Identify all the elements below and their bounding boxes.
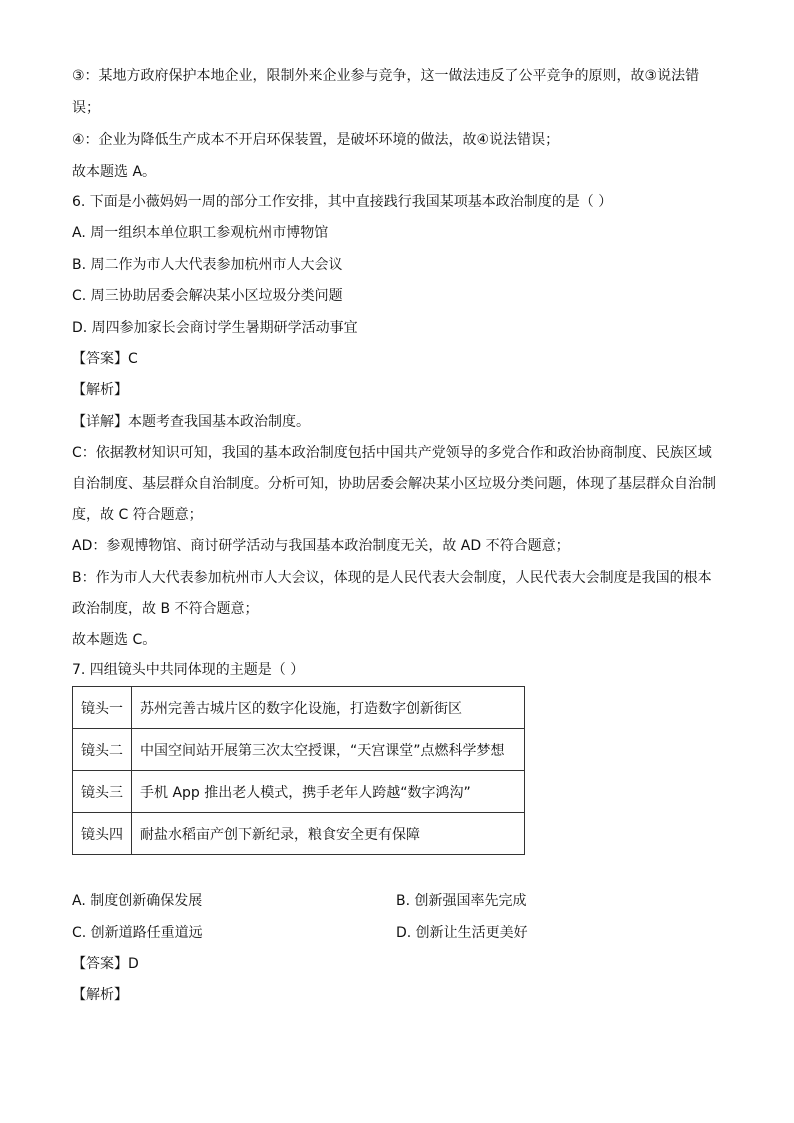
q7-option-c: C. 创新道路任重道远 xyxy=(72,925,203,941)
text-line: 误； xyxy=(72,100,100,116)
answer-line: 【答案】D xyxy=(72,956,139,972)
shot-label: 镜头四 xyxy=(73,813,132,855)
shot-content: 耐盐水稻亩产创下新纪录，粮食安全更有保障 xyxy=(132,813,525,855)
table-row xyxy=(73,771,525,813)
q7-option-a: A. 制度创新确保发展 xyxy=(72,893,203,909)
text-line: 自治制度、基层群众自治制度。分析可知，协助居委会解决某小区垃圾分类问题，体现了基层群众自治制 xyxy=(72,476,716,492)
option-a: A. 周一组织本单位职工参观杭州市博物馆 xyxy=(72,225,329,241)
shots-table xyxy=(72,686,525,855)
shot-content: 中国空间站开展第三次太空授课，“天宫课堂”点燃科学梦想 xyxy=(132,729,525,771)
table-row xyxy=(73,687,525,729)
text-line: 故本题选 A。 xyxy=(72,164,157,180)
text-line: 度，故 C 符合题意； xyxy=(72,507,203,523)
shot-content: 苏州完善古城片区的数字化设施，打造数字创新街区 xyxy=(132,687,525,729)
text-line: ④：企业为降低生产成本不开启环保装置，是破坏环境的做法，故④说法错误； xyxy=(72,132,560,148)
question-7-stem: 7. 四组镜头中共同体现的主题是（ ） xyxy=(72,662,305,678)
analysis-heading: 【解析】 xyxy=(72,382,128,398)
q7-option-b: B. 创新强国率先完成 xyxy=(396,893,527,909)
shot-label: 镜头三 xyxy=(73,771,132,813)
option-c: C. 周三协助居委会解决某小区垃圾分类问题 xyxy=(72,288,343,304)
q7-option-d: D. 创新让生活更美好 xyxy=(396,925,528,941)
text-line: ③：某地方政府保护本地企业，限制外来企业参与竞争，这一做法违反了公平竞争的原则，故③说法错 xyxy=(72,68,700,84)
text-line: 故本题选 C。 xyxy=(72,632,157,648)
text-line: AD：参观博物馆、商讨研学活动与我国基本政治制度无关，故 AD 不符合题意； xyxy=(72,538,570,554)
detail-line: 【详解】本题考查我国基本政治制度。 xyxy=(72,414,310,430)
answer-line: 【答案】C xyxy=(72,351,138,367)
shot-content: 手机 App 推出老人模式，携手老年人跨越“数字鸿沟” xyxy=(132,771,525,813)
shot-label: 镜头二 xyxy=(73,729,132,771)
option-d: D. 周四参加家长会商讨学生暑期研学活动事宜 xyxy=(72,320,358,336)
text-line: C：依据教材知识可知，我国的基本政治制度包括中国共产党领导的多党合作和政治协商制度、民族区域 xyxy=(72,445,712,461)
text-line: 政治制度，故 B 不符合题意； xyxy=(72,601,259,617)
table-row xyxy=(73,813,525,855)
table-row xyxy=(73,729,525,771)
question-6-stem: 6. 下面是小薇妈妈一周的部分工作安排，其中直接践行我国某项基本政治制度的是（ ） xyxy=(72,194,613,210)
option-b: B. 周二作为市人大代表参加杭州市人大会议 xyxy=(72,257,343,273)
text-line: B：作为市人大代表参加杭州市人大会议，体现的是人民代表大会制度，人民代表大会制度是我国的根本 xyxy=(72,570,712,586)
analysis-heading: 【解析】 xyxy=(72,987,128,1003)
shot-label: 镜头一 xyxy=(73,687,132,729)
